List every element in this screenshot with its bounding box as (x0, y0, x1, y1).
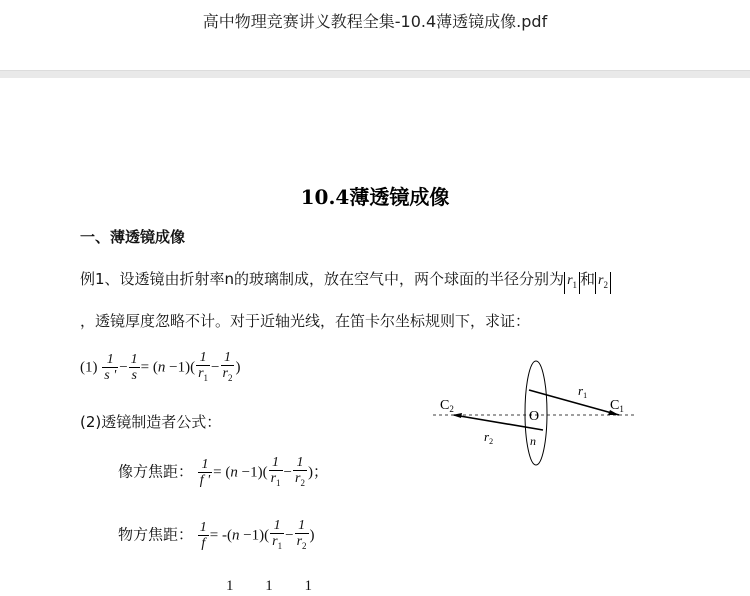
section-heading: 一、薄透镜成像 (80, 228, 186, 246)
item-2-label: (2)透镜制造者公式： (80, 413, 222, 431)
label-r1: $r_1$ (578, 383, 588, 400)
and-text: 和 (580, 270, 596, 288)
label-r2: $r_2$ (484, 429, 494, 446)
abs-r1: $r_1$ (564, 272, 580, 294)
example-text: 例1、设透镜由折射率n的玻璃制成，放在空气中，两个球面的半径分别为 (80, 270, 565, 288)
pdf-page (0, 78, 750, 594)
example-line-1 (80, 269, 611, 294)
page-heading: 10.4薄透镜成像 (300, 185, 450, 209)
example-line-2: ，透镜厚度忽略不计。对于近轴光线，在笛卡尔坐标规则下，求证： (80, 312, 531, 330)
title-bar (0, 0, 750, 70)
label-o: O (529, 409, 540, 424)
document-title: 高中物理竞赛讲义教程全集-10.4薄透镜成像.pdf (202, 12, 548, 31)
formula-object-focal: 物方焦距： $\frac{1}{f}$ = -(n −1)( $\frac{1}{r_1}$ − $\frac{1}{r_2}$ ) (118, 518, 315, 552)
formula-1: (1) $\frac{1}{s '}$ − $\frac{1}{s}$ = (n −1)( $\frac{1}{r_1}$ − $\frac{1}{r_2}$ ) (80, 350, 241, 384)
label-n: n (530, 434, 536, 448)
formula-image-focal: 像方焦距： $\frac{1}{f '}$ = (n −1)( $\frac{1}{r_1}$ − $\frac{1}{r_2}$ )； (118, 455, 328, 489)
label-c1: $C_1$ (610, 398, 624, 414)
next-formula-partial: 1 1 1 (226, 578, 326, 594)
lens-diagram (430, 358, 640, 478)
abs-r2: $r_2$ (595, 272, 611, 294)
label-c2: $C_2$ (440, 398, 454, 414)
